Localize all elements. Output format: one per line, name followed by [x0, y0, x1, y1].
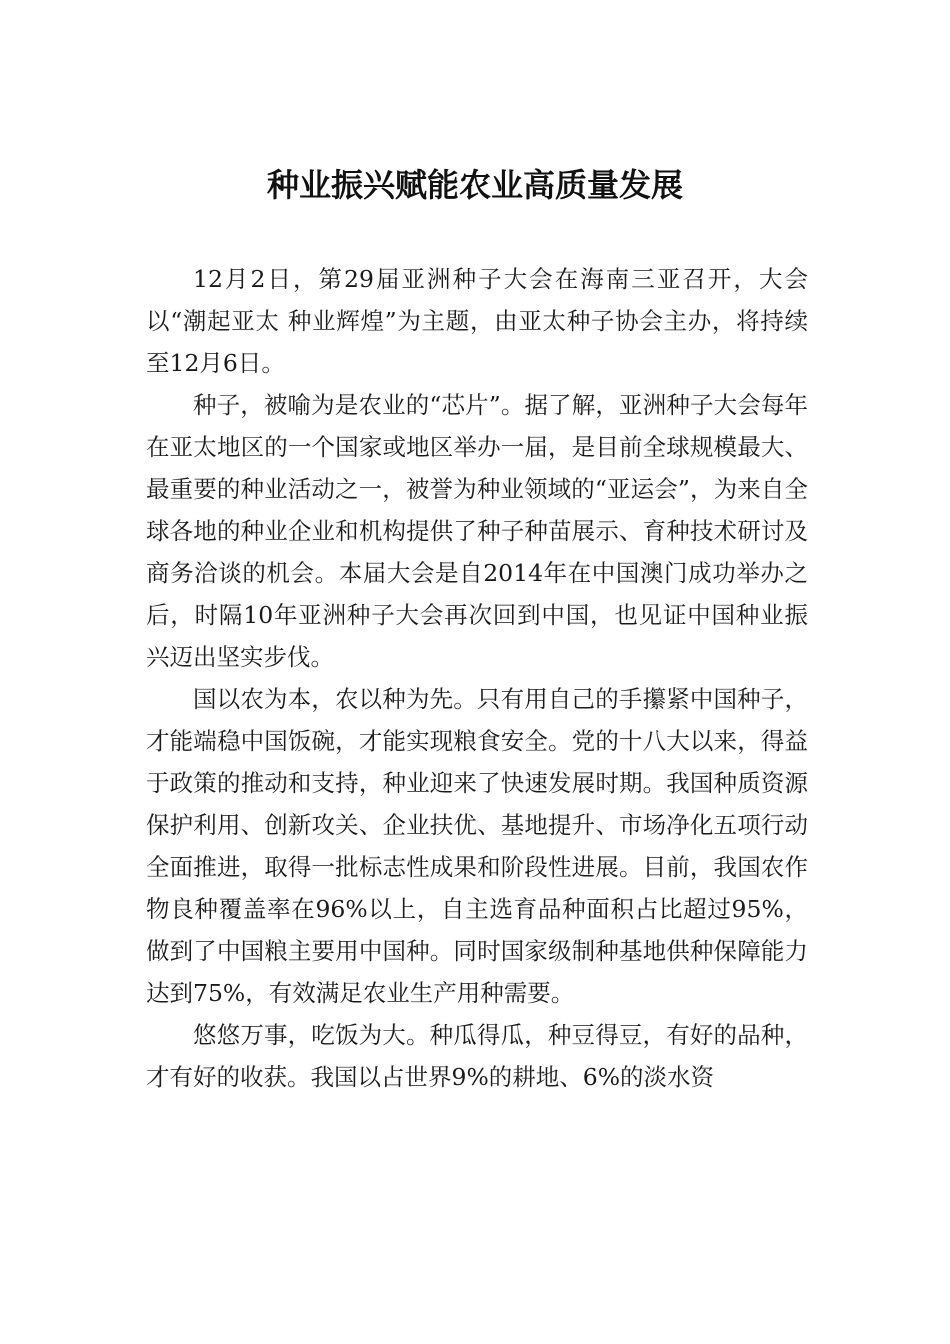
- paragraph-2: 种子，被喻为是农业的“芯片”。据了解，亚洲种子大会每年在亚太地区的一个国家或地区举办一届，是目前全球规模最大、最重要的种业活动之一，被誉为种业领域的“亚运会”，为来自全球各地的种业企业和机构提供了种子种苗展示、育种技术研讨及商务洽谈的机会。本届大会是自2014年在中国澳门成功举办之后，时隔10年亚洲种子大会再次回到中国，也见证中国种业振兴迈出坚实步伐。: [146, 391, 808, 671]
- paragraph-3: 国以农为本，农以种为先。只有用自己的手攥紧中国种子，才能端稳中国饭碗，才能实现粮食安全。党的十八大以来，得益于政策的推动和支持，种业迎来了快速发展时期。我国种质资源保护利用、创新攻关、企业扶优、基地提升、市场净化五项行动全面推进，取得一批标志性成果和阶段性进展。目前，我国农作物良种覆盖率在96%以上，自主选育品种面积占比超过95%，做到了中国粮主要用中国种。同时国家级制种基地供种保障能力达到75%，有效满足农业生产用种需要。: [146, 685, 808, 1007]
- paragraph-1: 12月2日，第29届亚洲种子大会在海南三亚召开，大会以“潮起亚太 种业辉煌”为主题，由亚太种子协会主办，将持续至12月6日。: [146, 265, 808, 377]
- document-body: [146, 258, 808, 1098]
- document-title: 种业振兴赋能农业高质量发展: [266, 166, 683, 204]
- paragraph-4: 悠悠万事，吃饭为大。种瓜得瓜，种豆得豆，有好的品种，才有好的收获。我国以占世界9%的耕地、6%的淡水资: [146, 1021, 808, 1091]
